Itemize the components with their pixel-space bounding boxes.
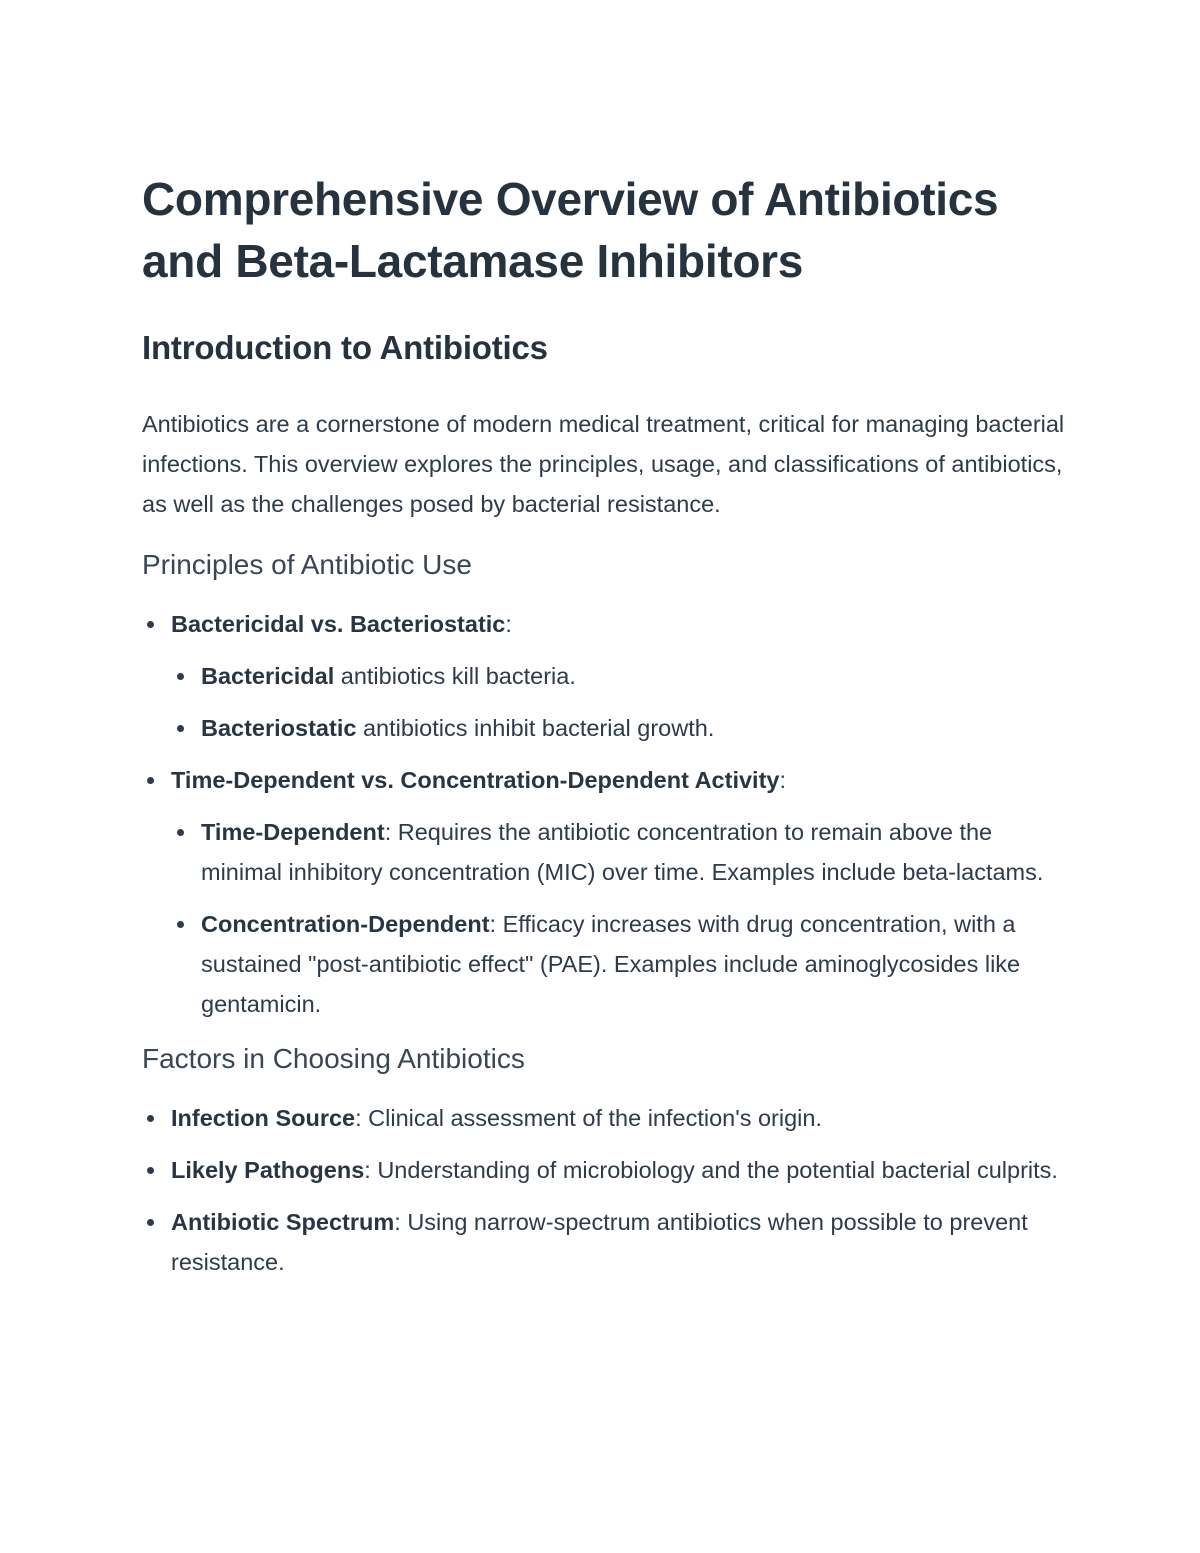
list-item-label: Bactericidal vs. Bacteriostatic xyxy=(171,611,506,637)
bullet-icon xyxy=(177,829,184,836)
bullet-icon xyxy=(177,673,184,680)
list-item-text: : Efficacy increases with drug concentration, with a sustained "post-antibiotic effect" (PAE). Examples include aminoglycosides like gentamicin. xyxy=(201,911,1021,1017)
list-item-label: Likely Pathogens xyxy=(171,1157,365,1183)
bullet-icon xyxy=(147,1115,154,1122)
list-item-label: Time-Dependent vs. Concentration-Dependent Activity xyxy=(171,767,780,793)
factors-list xyxy=(142,1098,1072,1282)
list-item-label: Time-Dependent xyxy=(201,819,385,845)
factors-heading: Factors in Choosing Antibiotics xyxy=(142,1043,525,1074)
list-item xyxy=(201,656,1072,696)
bullet-icon xyxy=(147,621,154,628)
sub-list xyxy=(171,812,1072,1024)
principles-list xyxy=(142,604,1072,1024)
list-item xyxy=(171,1150,1072,1190)
principles-heading: Principles of Antibiotic Use xyxy=(142,549,472,580)
page-title: Comprehensive Overview of Antibiotics and Beta-Lactamase Inhibitors xyxy=(142,173,999,287)
list-item xyxy=(201,812,1072,892)
bullet-icon xyxy=(177,921,184,928)
list-item-text: antibiotics inhibit bacterial growth. xyxy=(356,715,715,741)
list-item-text: : Clinical assessment of the infection's origin. xyxy=(355,1105,822,1131)
list-item xyxy=(201,904,1072,1024)
bullet-icon xyxy=(147,1219,154,1226)
list-item-text: : xyxy=(505,611,512,637)
bullet-icon xyxy=(147,777,154,784)
bullet-icon xyxy=(147,1167,154,1174)
list-item-label: Antibiotic Spectrum xyxy=(171,1209,395,1235)
list-item-label: Concentration-Dependent xyxy=(201,911,490,937)
list-item xyxy=(171,604,1072,748)
list-item-text: : Understanding of microbiology and the potential bacterial culprits. xyxy=(364,1157,1058,1183)
list-item-text: : xyxy=(779,767,787,793)
list-item-label: Bacteriostatic xyxy=(201,715,357,741)
list-item-label: Infection Source xyxy=(171,1105,356,1131)
list-item-label: Bactericidal xyxy=(201,663,335,689)
list-item-text: : Requires the antibiotic concentration to remain above the minimal inhibitory concentration (MIC) over time. Examples include beta-lactams. xyxy=(201,819,1044,885)
list-item xyxy=(201,708,1072,748)
sub-list xyxy=(171,656,1072,748)
list-item xyxy=(171,760,1072,1024)
intro-heading: Introduction to Antibiotics xyxy=(142,329,548,366)
bullet-icon xyxy=(177,725,184,732)
intro-paragraph: Antibiotics are a cornerstone of modern medical treatment, critical for managing bacterial infections. This overview explores the principles, usage, and classifications of antibiotics, as well as the challenges posed by bacterial resistance. xyxy=(142,411,1065,517)
list-item xyxy=(171,1098,1072,1138)
list-item xyxy=(171,1202,1072,1282)
document-page xyxy=(142,168,1072,1282)
list-item-text: antibiotics kill bacteria. xyxy=(334,663,576,689)
list-item-text: : Using narrow-spectrum antibiotics when possible to prevent resistance. xyxy=(171,1209,1028,1275)
